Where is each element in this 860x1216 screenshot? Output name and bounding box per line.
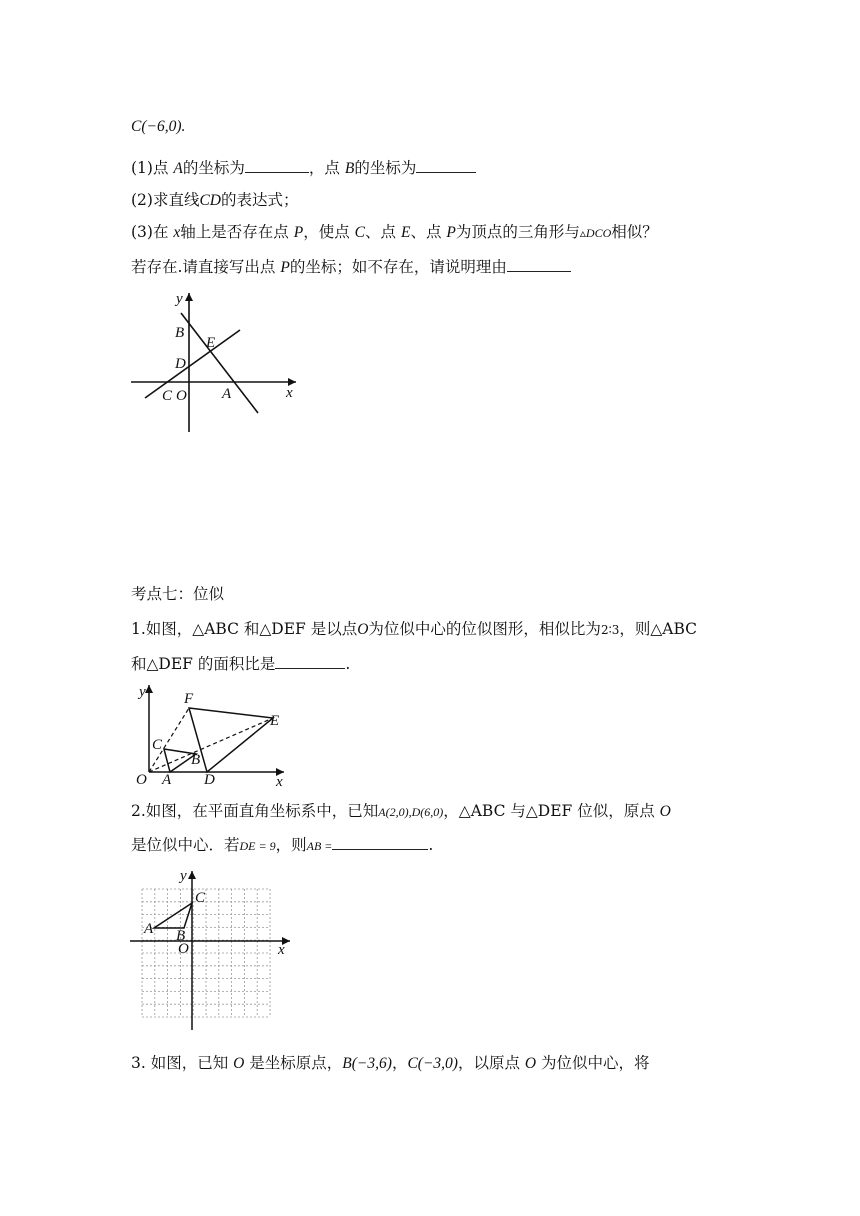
label-f: F (184, 691, 194, 707)
p1-text-b: 为位似中心的位似图形，相似比为 (368, 620, 601, 638)
p2-line2-text-a: 是位似中心．若 (131, 836, 240, 854)
q3-point-p2: P (446, 224, 456, 241)
p1-text-c: ，则△ABC (619, 620, 697, 638)
label-b: B (176, 928, 186, 944)
label-o: O (176, 388, 187, 404)
label-c: C (162, 388, 173, 404)
p3-text-a: 3. 如图，已知 (131, 1054, 234, 1072)
label-x: x (278, 942, 285, 958)
p1-end: . (345, 655, 351, 673)
label-x: x (276, 774, 283, 790)
q3-point-c: C (354, 224, 366, 241)
label-b: B (175, 325, 185, 341)
problem-3-line-1 (131, 1053, 650, 1074)
triangle-abc (154, 903, 192, 928)
p2-text-b: ，△ABC 与△DEF 位似，原点 (443, 802, 655, 820)
p3-text-d: ，以原点 (457, 1054, 525, 1072)
p1-point-o: O (357, 621, 369, 638)
grid-lines (142, 889, 270, 1017)
q1-text-b: 的坐标为 (182, 159, 245, 177)
q3-text-d: 、点 (365, 223, 397, 241)
q1-text-a: (1)点 (131, 159, 169, 177)
y-axis-arrow (188, 871, 196, 879)
label-y: y (176, 291, 183, 307)
q3-point-p: P (293, 224, 304, 241)
q3-text-a: (3)在 (131, 223, 169, 241)
q1-point-b: B (344, 160, 355, 177)
label-a: A (144, 921, 154, 937)
q3-text-g: 相似？ (611, 223, 658, 241)
p3-point-o2: O (524, 1055, 537, 1072)
q1-text-c: ，点 (308, 159, 340, 177)
p2-text-a: 2.如图，在平面直角坐标系中，已知 (131, 802, 379, 820)
label-o: O (136, 772, 147, 788)
section-title-text: 考点七：位似 (131, 585, 225, 603)
q2-text-a: (2)求直线 (131, 191, 200, 209)
p2-end: . (428, 836, 434, 854)
p2-de: DE = 9 (239, 839, 276, 853)
p2-ab: AB = (306, 839, 333, 853)
p2-line2-text-b: ，则 (275, 836, 307, 854)
q3-triangle-dco: ▵DCO (579, 226, 612, 240)
q3-text-e: 、点 (410, 223, 442, 241)
p1-ratio: 2∶3 (600, 623, 620, 637)
q2-text-b: 的表达式； (221, 191, 299, 209)
label-c: C (152, 737, 163, 753)
q3-line2-text-b: 的坐标；如不存在，请说明理由 (289, 258, 507, 276)
p3-point-b: B(−3,6) (342, 1055, 392, 1072)
label-y: y (180, 868, 187, 884)
label-d: D (204, 772, 215, 788)
label-c: C (195, 890, 206, 906)
q3-text-c: ，使点 (303, 223, 350, 241)
p2-point-o: O (659, 803, 671, 820)
q3-point-e: E (400, 224, 411, 241)
q3-text-b: 轴上是否存在点 (180, 223, 289, 241)
label-a: A (222, 386, 232, 402)
p3-text-c: ， (391, 1054, 408, 1072)
q3-x: x (173, 224, 181, 241)
p3-point-o: O (233, 1055, 245, 1072)
q1-text-d: 的坐标为 (354, 159, 417, 177)
label-o: O (178, 941, 189, 957)
label-b: B (191, 752, 201, 768)
p1-line2-text: 和△DEF 的面积比是 (131, 655, 276, 673)
q1-point-a: A (173, 160, 183, 177)
p2-coords: A(2,0),D(6,0) (378, 805, 444, 819)
p3-text-b: 是坐标原点， (244, 1054, 343, 1072)
label-e: E (270, 713, 280, 729)
p1-text-a: 1.如图，△ABC 和△DEF 是以点 (131, 620, 358, 638)
label-y: y (139, 684, 146, 700)
q3-line2-text-a: 若存在.请直接写出点 (131, 258, 276, 276)
q3-text-f: 为顶点的三角形与 (455, 223, 580, 241)
label-x: x (286, 385, 293, 401)
label-a: A (162, 772, 172, 788)
q2-line-cd: CD (199, 192, 222, 209)
c-coord: C(−6,0). (131, 118, 186, 135)
q3-line2-point-p: P (280, 259, 290, 276)
label-d: D (175, 356, 186, 372)
p3-point-c: C(−3,0) (407, 1055, 458, 1072)
p3-text-e: 为位似中心，将 (536, 1054, 650, 1072)
label-e: E (206, 335, 216, 351)
